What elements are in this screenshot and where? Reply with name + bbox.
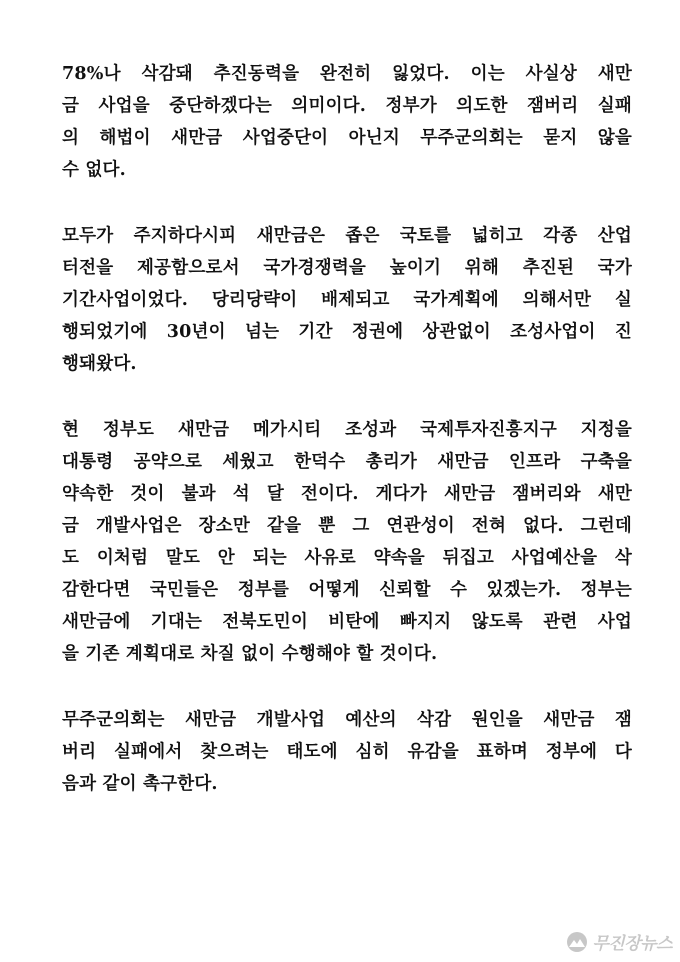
paragraph-4 — [62, 704, 632, 800]
text-line: 금 사업을 중단하겠다는 의미이다. 정부가 의도한 잼버리 실패 — [62, 96, 632, 116]
text-line: 행돼왔다. — [62, 354, 137, 374]
text-line: 대통령 공약으로 세웠고 한덕수 총리가 새만금 인프라 구축을 — [62, 452, 632, 472]
text-line: 현 정부도 새만금 메가시티 조성과 국제투자진흥지구 지정을 — [62, 420, 632, 440]
watermark — [566, 929, 672, 954]
text-line: 약속한 것이 불과 석 달 전이다. 게다가 새만금 잼버리와 새만 — [62, 484, 632, 504]
text-line: 을 기존 계획대로 차질 없이 수행해야 할 것이다. — [62, 644, 438, 664]
text-line: 수 없다. — [62, 160, 126, 180]
text-line: 금 개발사업은 장소만 같을 뿐 그 연관성이 전혀 없다. 그런데 — [62, 516, 632, 536]
text-line: 새만금에 기대는 전북도민이 비탄에 빠지지 않도록 관련 사업 — [62, 612, 632, 632]
text-line: 의 해법이 새만금 사업중단이 아닌지 무주군의회는 묻지 않을 — [62, 128, 632, 148]
watermark-text: 무진장뉴스 — [592, 934, 672, 954]
paragraph-2 — [62, 220, 632, 380]
text-line: 감한다면 국민들은 정부를 어떻게 신뢰할 수 있겠는가. 정부는 — [62, 580, 632, 600]
text-line: 기간사업이었다. 당리당략이 배제되고 국가계획에 의해서만 실 — [62, 290, 632, 310]
text-line: 버리 실패에서 찾으려는 태도에 심히 유감을 표하며 정부에 다 — [62, 742, 632, 762]
text-line: 터전을 제공함으로서 국가경쟁력을 높이기 위해 추진된 국가 — [62, 258, 632, 278]
text-line: 행되었기에 30년이 넘는 기간 정권에 상관없이 조성사업이 진 — [62, 322, 632, 342]
mountain-logo-icon — [566, 931, 588, 953]
text-line: 음과 같이 촉구한다. — [62, 774, 218, 794]
text-line: 도 이처럼 말도 안 되는 사유로 약속을 뒤집고 사업예산을 삭 — [62, 548, 632, 568]
text-line: 무주군의회는 새만금 개발사업 예산의 삭감 원인을 새만금 잼 — [62, 710, 632, 730]
text-line: 78%나 삭감돼 추진동력을 완전히 잃었다. 이는 사실상 새만 — [62, 64, 632, 84]
text-line: 모두가 주지하다시피 새만금은 좁은 국토를 넓히고 각종 산업 — [62, 226, 632, 246]
document-body — [62, 58, 632, 834]
paragraph-1 — [62, 58, 632, 186]
paragraph-3 — [62, 414, 632, 670]
